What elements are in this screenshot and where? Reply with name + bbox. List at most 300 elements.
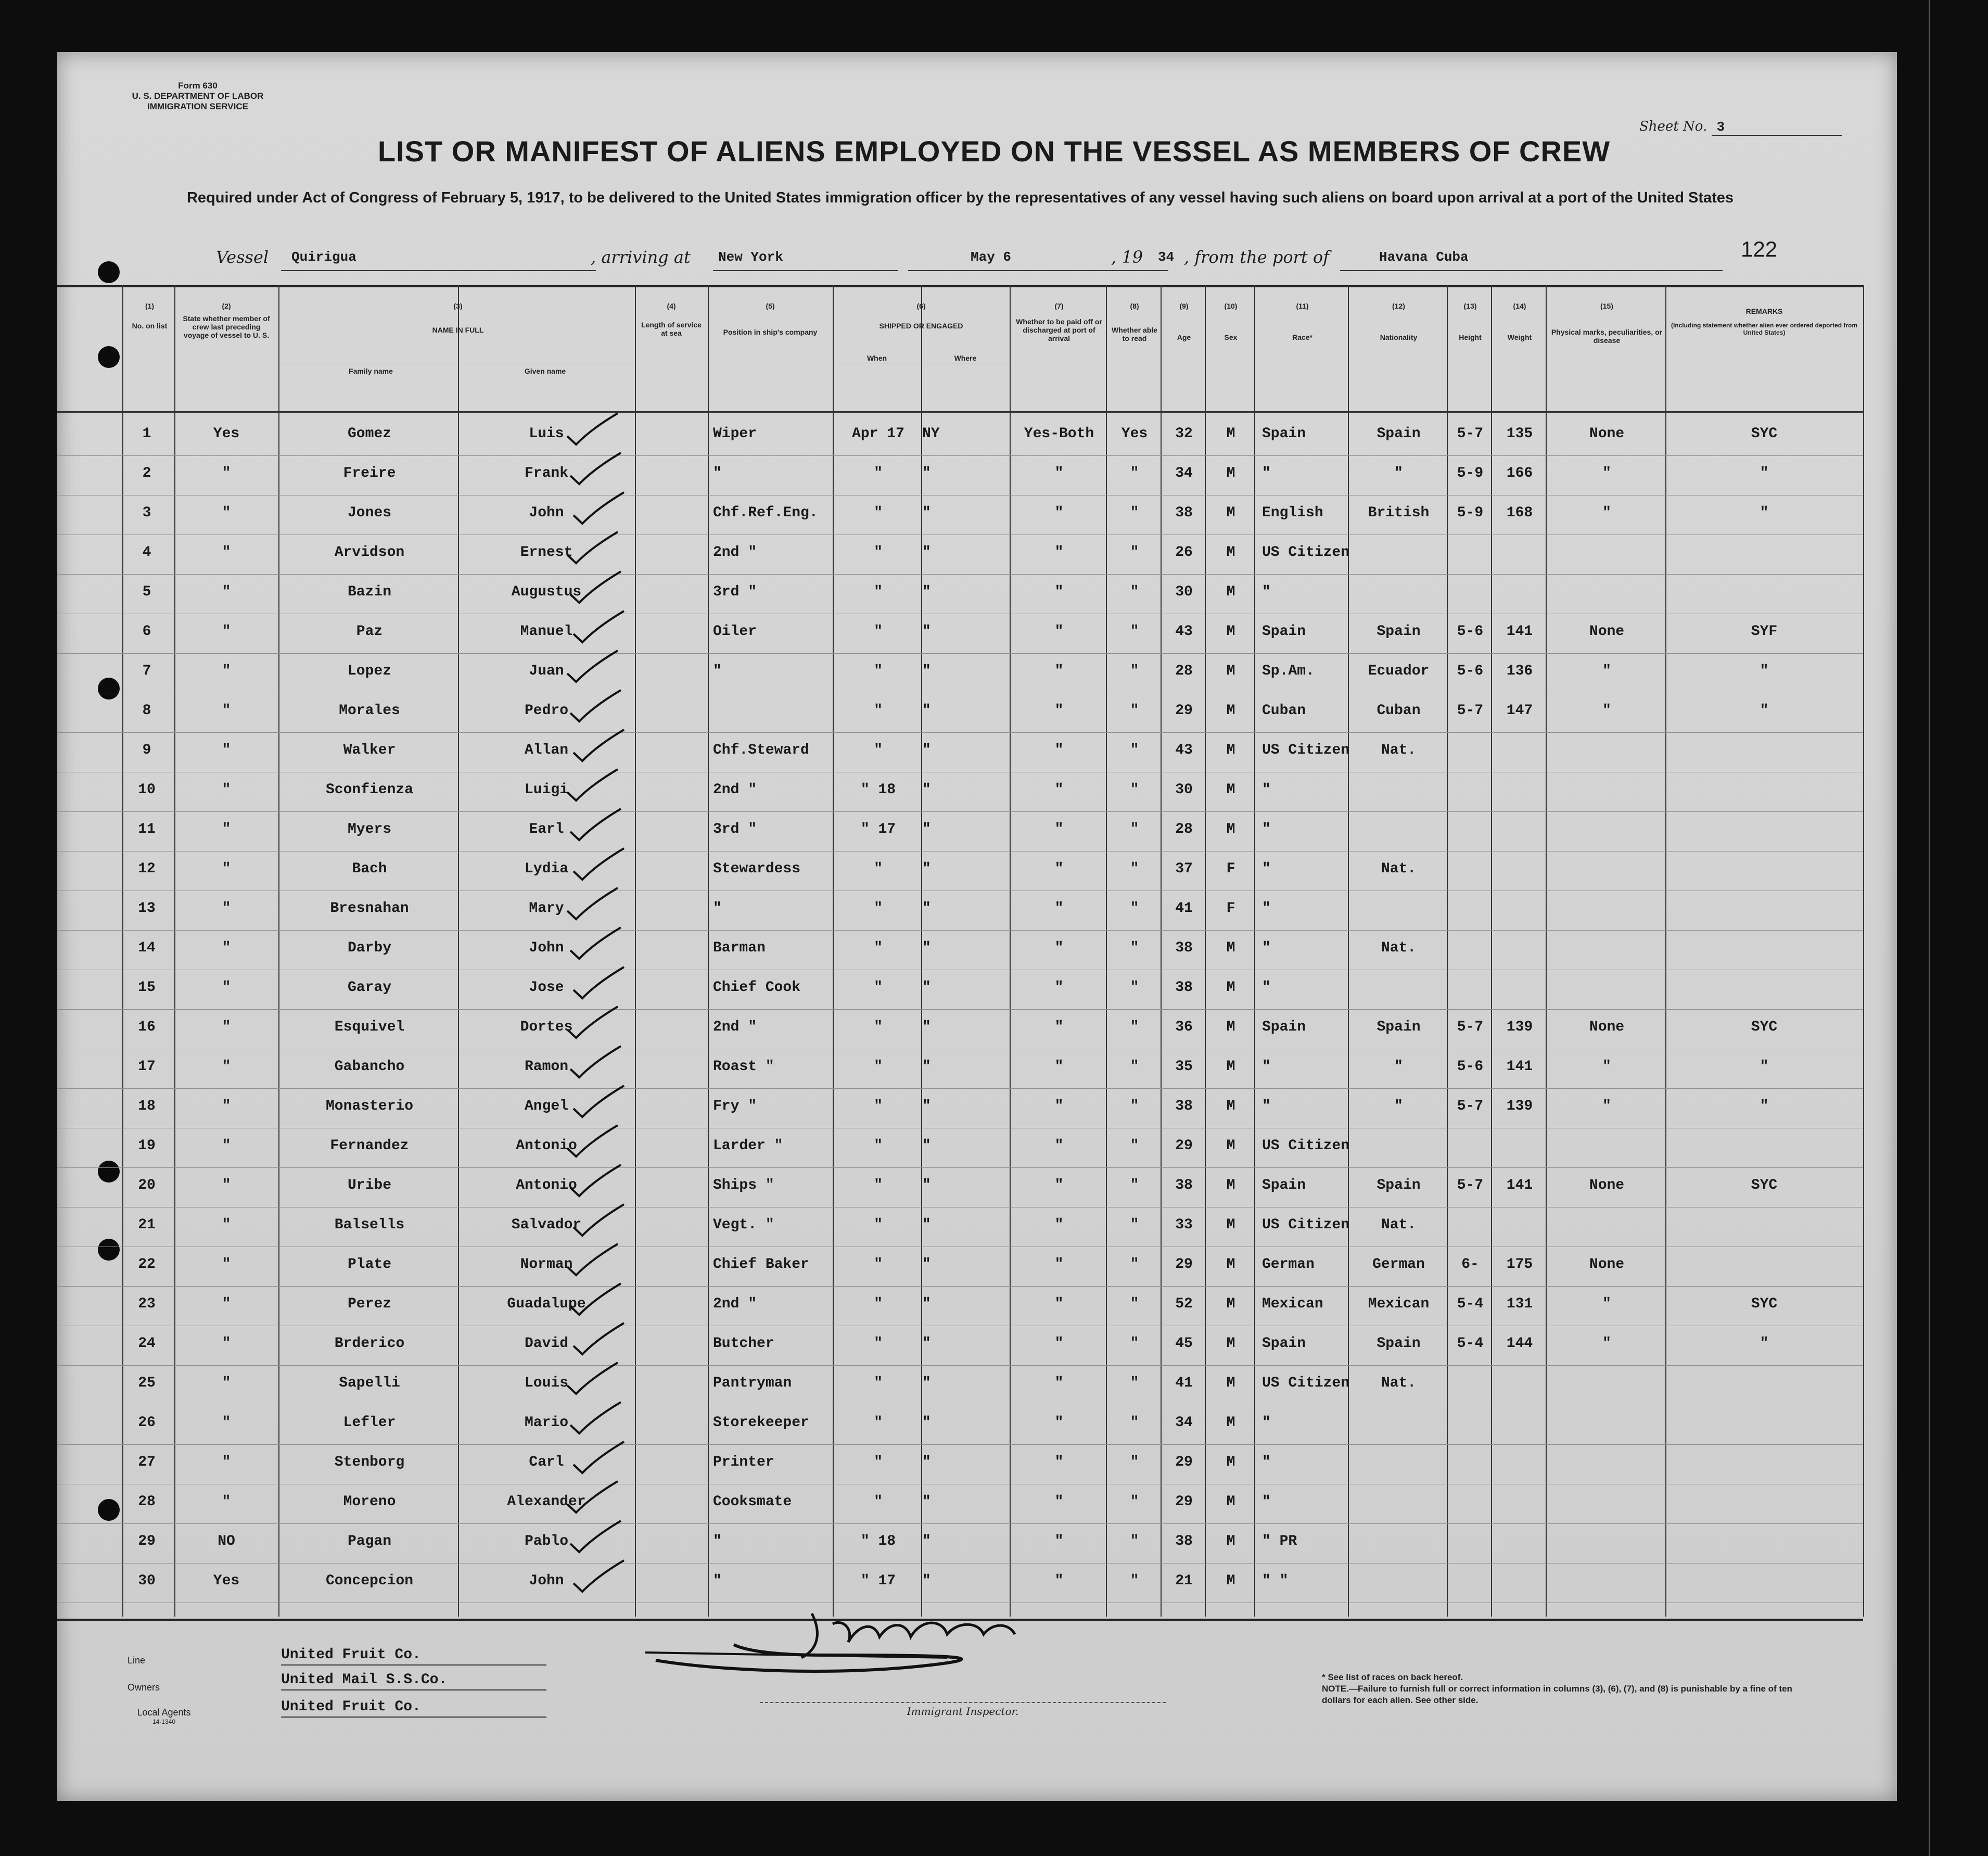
cell-family: Gabancho <box>334 1059 405 1075</box>
cell-read: " <box>1130 1138 1139 1154</box>
agents-value: United Fruit Co. <box>281 1699 546 1718</box>
check-mark <box>559 886 622 922</box>
cell-age: 41 <box>1175 900 1193 917</box>
cell-read: " <box>1130 465 1139 481</box>
arrival-port: New York <box>713 247 898 271</box>
cell-read: " <box>1130 1098 1139 1114</box>
col-number: (8) <box>1130 302 1139 310</box>
cell-sex: M <box>1226 1415 1235 1431</box>
cell-sex: M <box>1226 1256 1235 1273</box>
cell-where: " <box>922 1059 931 1075</box>
cell-position: Ships " <box>713 1177 774 1193</box>
col-prev-voyage-header <box>180 302 273 339</box>
cell-where: " <box>922 861 931 877</box>
cell-family: Bresnahan <box>330 900 409 917</box>
cell-read: " <box>1130 940 1139 956</box>
cell-height: 5-9 <box>1457 465 1484 481</box>
cell-nationality: Nat. <box>1381 861 1417 877</box>
cell-given: John <box>529 505 564 521</box>
cell-where: " <box>922 742 931 758</box>
cell-sex: M <box>1226 703 1235 719</box>
cell-no: 5 <box>142 584 151 600</box>
col-service-header <box>638 302 705 337</box>
cell-no: 23 <box>138 1296 156 1312</box>
cell-given: Juan <box>529 663 564 679</box>
cell-position: Chief Cook <box>713 980 801 996</box>
cell-where: " <box>922 584 931 600</box>
cell-sex: M <box>1226 940 1235 956</box>
cell-no: 29 <box>138 1533 156 1549</box>
check-mark <box>559 1361 622 1397</box>
cell-remarks: " <box>1760 505 1769 521</box>
cell-read: " <box>1130 1336 1139 1352</box>
page-subtitle: Required under Act of Congress of February 5, 1917, to be delivered to the United States immigration officer by the representatives of any vessel having such aliens on board upon arrival at a port of the United States <box>186 189 1734 206</box>
cell-weight: 175 <box>1506 1256 1533 1273</box>
cell-family: Fernandez <box>330 1138 409 1154</box>
col-read-header <box>1108 302 1161 342</box>
check-mark <box>559 1479 622 1516</box>
cell-no: 22 <box>138 1256 156 1273</box>
crew-row <box>57 1168 1863 1207</box>
cell-prev: " <box>222 465 231 481</box>
crew-row <box>57 1445 1863 1484</box>
cell-age: 37 <box>1175 861 1193 877</box>
cell-prev: " <box>222 1177 231 1193</box>
cell-sex: M <box>1226 1494 1235 1510</box>
col-label: No. on list <box>132 322 168 330</box>
cell-paid: " <box>1054 544 1064 561</box>
col-name-header <box>284 302 632 334</box>
cell-no: 13 <box>138 900 156 917</box>
col-number: (7) <box>1054 302 1064 310</box>
cell-read: " <box>1130 821 1139 837</box>
cell-race: " <box>1262 900 1271 917</box>
cell-race: Cuban <box>1262 703 1306 719</box>
cell-position: Chief Baker <box>713 1256 809 1273</box>
cell-paid: " <box>1054 1059 1064 1075</box>
cell-prev: " <box>222 1256 231 1273</box>
cell-read: " <box>1130 1059 1139 1075</box>
cell-where: " <box>922 980 931 996</box>
crew-row <box>57 1089 1863 1128</box>
cell-no: 8 <box>142 703 151 719</box>
cell-age: 35 <box>1175 1059 1193 1075</box>
crew-row <box>57 1366 1863 1405</box>
crew-row <box>57 970 1863 1010</box>
cell-sex: M <box>1226 544 1235 561</box>
cell-position: Chf.Ref.Eng. <box>713 505 818 521</box>
cell-prev: " <box>222 624 231 640</box>
cell-sex: M <box>1226 782 1235 798</box>
cell-given: Alexander <box>507 1494 586 1510</box>
check-mark <box>566 1321 628 1357</box>
cell-when: " <box>874 663 883 679</box>
arrival-year: 34 <box>1158 249 1175 265</box>
cell-age: 33 <box>1175 1217 1193 1233</box>
cell-read: " <box>1130 1375 1139 1391</box>
check-mark <box>566 965 628 1001</box>
col-position-header <box>710 302 830 336</box>
cell-no: 10 <box>138 782 156 798</box>
col-given-name-header: Given name <box>524 367 566 375</box>
cell-position: " <box>713 465 722 481</box>
col-label: Whether able to read <box>1112 326 1157 342</box>
year-prefix: , 19 <box>1111 247 1143 267</box>
cell-prev: " <box>222 1217 231 1233</box>
cell-family: Bazin <box>347 584 391 600</box>
cell-family: Gomez <box>347 426 391 442</box>
cell-position: Storekeeper <box>713 1415 809 1431</box>
note-penalty: NOTE.—Failure to furnish full or correct information in columns (3), (6), (7), and (8) is punishable by a fine of ten dollars for each alien. See other side. <box>1322 1684 1792 1705</box>
sheet-number-label: Sheet No. <box>1639 119 1707 134</box>
cell-marks: None <box>1589 426 1625 442</box>
cell-remarks: " <box>1760 1098 1769 1114</box>
col-label: REMARKS <box>1745 307 1783 315</box>
cell-age: 38 <box>1175 1177 1193 1193</box>
owners-label: Owners <box>128 1682 160 1693</box>
cell-age: 29 <box>1175 1454 1193 1470</box>
cell-family: Freire <box>343 465 396 481</box>
cell-when: " <box>874 1494 883 1510</box>
cell-age: 28 <box>1175 821 1193 837</box>
cell-race: Spain <box>1262 624 1306 640</box>
note-races: * See list of races on back hereof. <box>1322 1672 1463 1682</box>
cell-height: 5-6 <box>1457 1059 1484 1075</box>
col-sex-header <box>1207 302 1254 341</box>
col-height-header <box>1449 302 1491 341</box>
cell-position: Barman <box>713 940 766 956</box>
crew-row <box>57 456 1863 495</box>
cell-weight: 135 <box>1506 426 1533 442</box>
cell-race: US Citizen <box>1262 544 1350 561</box>
cell-age: 41 <box>1175 1375 1193 1391</box>
cell-sex: M <box>1226 1454 1235 1470</box>
cell-height: 5-6 <box>1457 624 1484 640</box>
cell-sex: M <box>1226 1296 1235 1312</box>
cell-position: 2nd " <box>713 782 757 798</box>
cell-nationality: Ecuador <box>1368 663 1430 679</box>
check-mark <box>566 728 628 764</box>
check-mark <box>563 1519 625 1555</box>
cell-position: Pantryman <box>713 1375 792 1391</box>
page-title: LIST OR MANIFEST OF ALIENS EMPLOYED ON THE VESSEL AS MEMBERS OF CREW <box>377 135 1611 168</box>
cell-age: 43 <box>1175 624 1193 640</box>
cell-when: " <box>874 1296 883 1312</box>
cell-paid: " <box>1054 1415 1064 1431</box>
cell-no: 4 <box>142 544 151 561</box>
page-number: 122 <box>1741 237 1778 261</box>
col-label: Physical marks, peculiarities, or disease <box>1551 328 1663 345</box>
cell-where: " <box>922 1533 931 1549</box>
col-marks-header <box>1548 302 1665 345</box>
crew-row <box>57 654 1863 693</box>
cell-sex: M <box>1226 426 1235 442</box>
cell-paid: " <box>1054 1098 1064 1114</box>
cell-race: Spain <box>1262 1336 1306 1352</box>
cell-paid: " <box>1054 1217 1064 1233</box>
line-label: Line <box>128 1655 146 1666</box>
cell-race: " <box>1262 1454 1271 1470</box>
cell-when: " <box>874 1217 883 1233</box>
cell-when: " <box>874 1375 883 1391</box>
cell-given: Antonio <box>516 1138 577 1154</box>
cell-paid: " <box>1054 980 1064 996</box>
check-mark <box>566 1202 628 1239</box>
col-label: SHIPPED OR ENGAGED <box>879 322 963 330</box>
cell-remarks: " <box>1760 465 1769 481</box>
col-race-header <box>1257 302 1348 341</box>
check-mark <box>559 530 622 566</box>
cell-marks: " <box>1602 663 1611 679</box>
cell-nationality: Nat. <box>1381 742 1417 758</box>
cell-read: " <box>1130 1454 1139 1470</box>
cell-family: Darby <box>347 940 391 956</box>
check-mark <box>563 807 625 843</box>
cell-remarks: SYC <box>1751 1296 1778 1312</box>
cell-weight: 141 <box>1506 624 1533 640</box>
cell-sex: M <box>1226 980 1235 996</box>
cell-family: Concepcion <box>325 1573 414 1589</box>
col-label: Position in ship's company <box>723 328 818 336</box>
cell-prev: " <box>222 821 231 837</box>
cell-paid: " <box>1054 1573 1064 1589</box>
cell-paid: " <box>1054 861 1064 877</box>
col-number: (4) <box>667 302 676 310</box>
vessel-label: Vessel <box>216 247 269 267</box>
cell-sex: M <box>1226 1217 1235 1233</box>
cell-sex: M <box>1226 1177 1235 1193</box>
cell-position: 3rd " <box>713 584 757 600</box>
crew-row <box>57 931 1863 970</box>
cell-paid: Yes-Both <box>1024 426 1094 442</box>
cell-read: " <box>1130 1217 1139 1233</box>
cell-when: " <box>874 1177 883 1193</box>
cell-read: " <box>1130 1415 1139 1431</box>
cell-prev: " <box>222 1059 231 1075</box>
cell-age: 38 <box>1175 1098 1193 1114</box>
cell-when: " <box>874 1415 883 1431</box>
form-number: Form 630 <box>178 81 218 91</box>
cell-nationality: Spain <box>1377 624 1421 640</box>
cell-paid: " <box>1054 624 1064 640</box>
cell-sex: M <box>1226 584 1235 600</box>
col-label: Sex <box>1224 333 1238 341</box>
cell-paid: " <box>1054 1019 1064 1035</box>
table-column-rule <box>1863 285 1864 1617</box>
cell-when: " <box>874 980 883 996</box>
cell-weight: 144 <box>1506 1336 1533 1352</box>
cell-when: " <box>874 1059 883 1075</box>
cell-weight: 131 <box>1506 1296 1533 1312</box>
cell-age: 30 <box>1175 782 1193 798</box>
cell-prev: " <box>222 1494 231 1510</box>
vessel-name: Quirigua <box>281 247 596 271</box>
cell-nationality: Nat. <box>1381 1375 1417 1391</box>
cell-given: Salvador <box>511 1217 582 1233</box>
cell-paid: " <box>1054 1375 1064 1391</box>
cell-race: US Citizen <box>1262 1217 1350 1233</box>
cell-paid: " <box>1054 1177 1064 1193</box>
col-number: (14) <box>1513 302 1526 310</box>
cell-when: " <box>874 940 883 956</box>
cell-paid: " <box>1054 703 1064 719</box>
cell-position: Butcher <box>713 1336 774 1352</box>
cell-sex: M <box>1226 1019 1235 1035</box>
crew-row <box>57 851 1863 891</box>
check-mark <box>566 1084 628 1120</box>
punch-hole <box>98 261 120 283</box>
crew-row <box>57 1524 1863 1563</box>
crew-row <box>57 733 1863 772</box>
cell-weight: 141 <box>1506 1059 1533 1075</box>
cell-where: " <box>922 1177 931 1193</box>
cell-read: " <box>1130 505 1139 521</box>
cell-sex: F <box>1226 861 1235 877</box>
cell-position: " <box>713 1533 722 1549</box>
crew-row <box>57 1010 1863 1049</box>
cell-marks: " <box>1602 1098 1611 1114</box>
cell-family: Myers <box>347 821 391 837</box>
check-mark <box>563 1044 625 1080</box>
cell-no: 17 <box>138 1059 156 1075</box>
cell-where: " <box>922 1454 931 1470</box>
cell-when: " <box>874 505 883 521</box>
cell-weight: 166 <box>1506 465 1533 481</box>
agents-label <box>128 1707 200 1725</box>
cell-marks: None <box>1589 1177 1625 1193</box>
cell-when: " <box>874 1019 883 1035</box>
cell-read: " <box>1130 544 1139 561</box>
cell-family: Esquivel <box>334 1019 405 1035</box>
cell-given: David <box>524 1336 568 1352</box>
cell-nationality: British <box>1368 505 1430 521</box>
cell-nationality: Spain <box>1377 426 1421 442</box>
col-shipped-header <box>833 302 1010 330</box>
cell-nationality: " <box>1394 465 1403 481</box>
col-number: (12) <box>1392 302 1405 310</box>
cell-when: " <box>874 1454 883 1470</box>
col-label: State whether member of crew last preceding voyage of vessel to U. S. <box>183 314 270 339</box>
cell-read: " <box>1130 1256 1139 1273</box>
cell-position: " <box>713 663 722 679</box>
cell-when: " <box>874 861 883 877</box>
cell-age: 29 <box>1175 1494 1193 1510</box>
cell-no: 9 <box>142 742 151 758</box>
cell-height: 5-9 <box>1457 505 1484 521</box>
cell-given: Luigi <box>524 782 568 798</box>
cell-where: " <box>922 544 931 561</box>
cell-age: 21 <box>1175 1573 1193 1589</box>
cell-race: " <box>1262 940 1271 956</box>
cell-height: 5-7 <box>1457 426 1484 442</box>
cell-age: 34 <box>1175 465 1193 481</box>
cell-remarks: SYC <box>1751 1177 1778 1193</box>
cell-age: 38 <box>1175 940 1193 956</box>
cell-paid: " <box>1054 742 1064 758</box>
col-sublabel: (Including statement whether alien ever ordered deported from United States) <box>1671 322 1858 336</box>
cell-marks: " <box>1602 703 1611 719</box>
cell-race: Spain <box>1262 1177 1306 1193</box>
cell-prev: Yes <box>213 1573 240 1589</box>
cell-age: 28 <box>1175 663 1193 679</box>
col-number: (13) <box>1463 302 1477 310</box>
sheet-number <box>1639 119 1842 136</box>
cell-race: Sp.Am. <box>1262 663 1315 679</box>
crew-row <box>57 1484 1863 1524</box>
cell-no: 30 <box>138 1573 156 1589</box>
cell-no: 28 <box>138 1494 156 1510</box>
cell-family: Plate <box>347 1256 391 1273</box>
cell-weight: 168 <box>1506 505 1533 521</box>
check-mark <box>563 1400 625 1437</box>
cell-when: " 18 <box>860 1533 896 1549</box>
cell-given: John <box>529 1573 564 1589</box>
cell-position: 2nd " <box>713 1296 757 1312</box>
col-number: (10) <box>1224 302 1238 310</box>
cell-sex: M <box>1226 1375 1235 1391</box>
check-mark <box>559 411 622 448</box>
cell-paid: " <box>1054 465 1064 481</box>
cell-height: 5-7 <box>1457 1098 1484 1114</box>
cell-height: 5-7 <box>1457 1019 1484 1035</box>
cell-paid: " <box>1054 1138 1064 1154</box>
cell-race: " <box>1262 1059 1271 1075</box>
cell-family: Balsells <box>334 1217 405 1233</box>
check-mark <box>559 1123 622 1160</box>
cell-no: 14 <box>138 940 156 956</box>
cell-read: " <box>1130 861 1139 877</box>
cell-given: Pedro <box>524 703 568 719</box>
cell-when: " <box>874 624 883 640</box>
cell-no: 26 <box>138 1415 156 1431</box>
signature <box>614 1593 1124 1681</box>
cell-sex: M <box>1226 1533 1235 1549</box>
cell-when: " <box>874 584 883 600</box>
col-family-name-header: Family name <box>349 367 393 375</box>
cell-where: " <box>922 1098 931 1114</box>
cell-read: Yes <box>1121 426 1148 442</box>
cell-nationality: Spain <box>1377 1336 1421 1352</box>
cell-paid: " <box>1054 1336 1064 1352</box>
check-mark <box>563 1163 625 1199</box>
cell-sex: M <box>1226 1336 1235 1352</box>
cell-given: Antonio <box>516 1177 577 1193</box>
col-number: (9) <box>1179 302 1189 310</box>
cell-given: Luis <box>529 426 564 442</box>
cell-race: German <box>1262 1256 1315 1273</box>
cell-read: " <box>1130 782 1139 798</box>
cell-paid: " <box>1054 1533 1064 1549</box>
col-where-header: Where <box>954 354 977 362</box>
cell-read: " <box>1130 624 1139 640</box>
cell-marks: " <box>1602 1059 1611 1075</box>
col-when-header: When <box>866 354 887 362</box>
col-number: (15) <box>1600 302 1613 310</box>
col-label: Weight <box>1507 333 1532 341</box>
cell-when: " 18 <box>860 782 896 798</box>
cell-nationality: Cuban <box>1377 703 1421 719</box>
line-value: United Fruit Co. <box>281 1647 546 1666</box>
cell-weight: 147 <box>1506 703 1533 719</box>
cell-when: " 17 <box>860 1573 896 1589</box>
cell-given: Carl <box>529 1454 564 1470</box>
cell-read: " <box>1130 1573 1139 1589</box>
cell-race: " <box>1262 782 1271 798</box>
scan-divider <box>1929 0 1930 1856</box>
cell-where: " <box>922 1573 931 1589</box>
cell-race: " " <box>1262 1573 1289 1589</box>
crew-row <box>57 1287 1863 1326</box>
